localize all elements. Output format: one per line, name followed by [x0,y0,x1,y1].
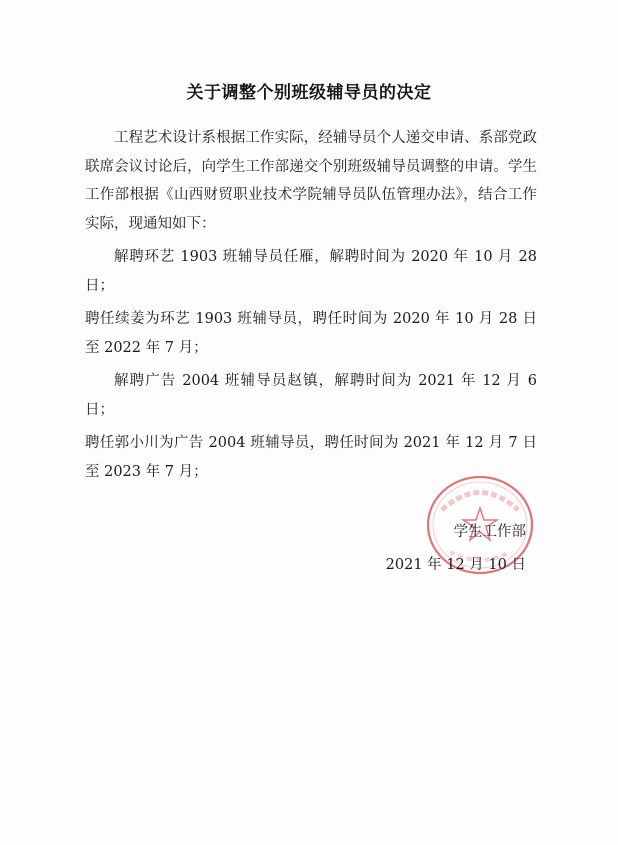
dismissal-paragraph-2: 解聘广告 2004 班辅导员赵镇，解聘时间为 2021 年 12 月 6 日； [85,373,537,418]
signing-department: 学生工作部 [453,524,526,540]
appointment-paragraph-1: 聘任续姜为环艺 1903 班辅导员，聘任时间为 2020 年 10 月 28 日至 2022 年 7 月； [85,311,537,356]
dismissal-paragraph-1: 解聘环艺 1903 班辅导员任雁，解聘时间为 2020 年 10 月 28 日； [85,249,537,294]
intro-paragraph: 工程艺术设计系根据工作实际，经辅导员个人递交申请、系部党政联席会议讨论后，向学生工作部递交个别班级辅导员调整的申请。学生工作部根据《山西财贸职业技术学院辅导员队伍管理办法》，结合工作实际，现通知如下： [85,130,537,232]
document-title: 关于调整个别班级辅导员的决定 [186,83,432,103]
document-body [85,124,537,491]
signing-date: 2021 年 12 月 10 日 [385,557,526,573]
appointment-paragraph-2: 聘任郭小川为广告 2004 班辅导员，聘任时间为 2021 年 12 月 7 日至 2023 年 7 月； [85,435,537,480]
